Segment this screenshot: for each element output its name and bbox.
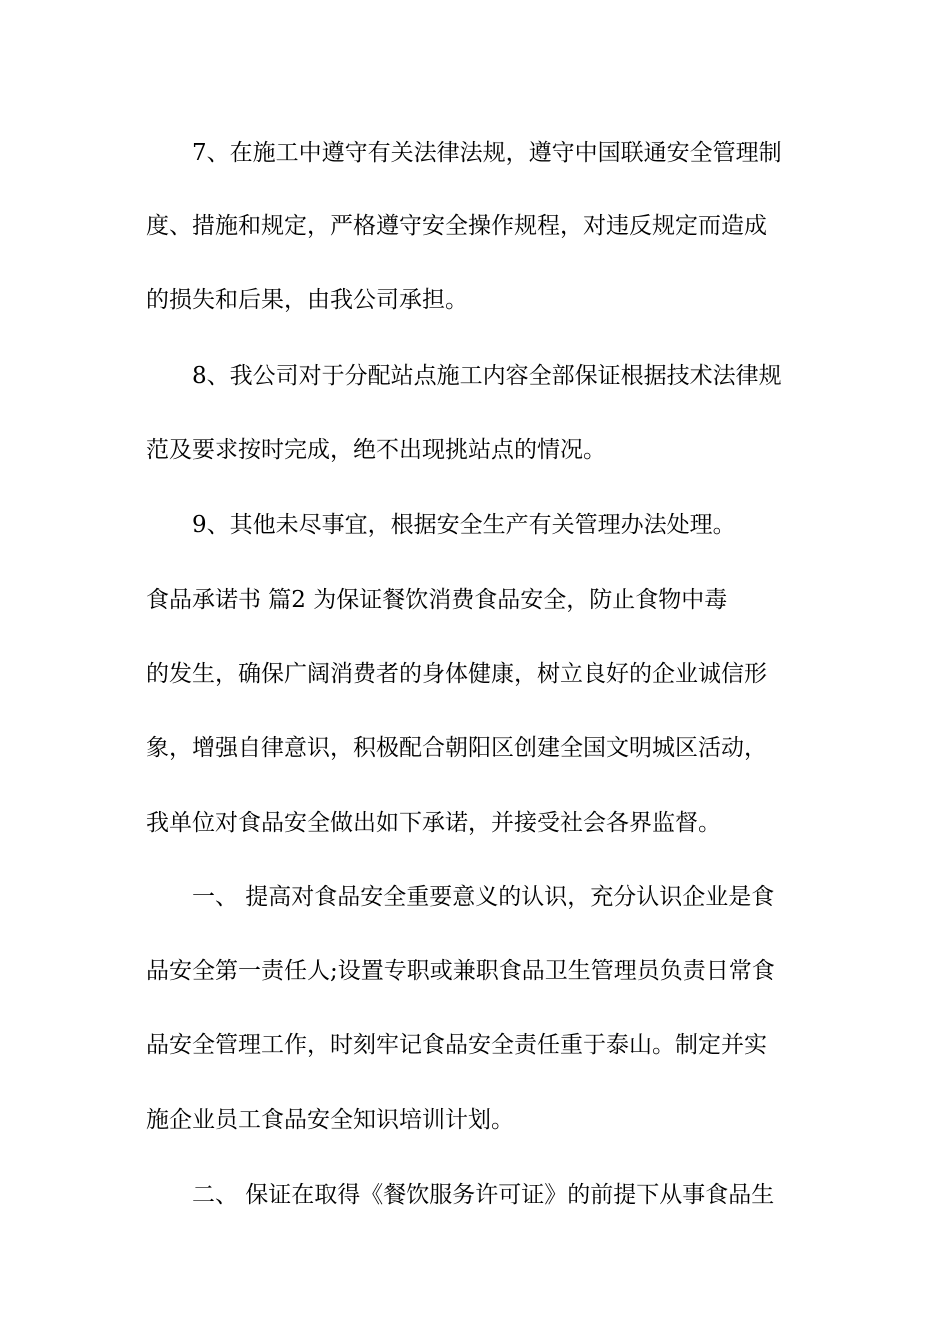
section-2-heading-line: 食品承诺书 篇2 为保证餐饮消费食品安全，防止食物中毒 <box>146 587 728 613</box>
item-1-line-1: 一、 提高对食品安全重要意义的认识，充分认识企业是食 <box>192 884 775 910</box>
item-2-line-1: 二、 保证在取得《餐饮服务许可证》的前提下从事食品生 <box>192 1182 775 1208</box>
paragraph-8-line-2: 范及要求按时完成，绝不出现挑站点的情况。 <box>146 437 606 463</box>
item-1-line-2: 品安全第一责任人;设置专职或兼职食品卫生管理员负责日常食 <box>146 958 775 984</box>
paragraph-7-line-3: 的损失和后果，由我公司承担。 <box>146 287 468 313</box>
paragraph-7-line-1: 7、在施工中遵守有关法律法规，遵守中国联通安全管理制 <box>192 140 782 166</box>
paragraph-8-line-1: 8、我公司对于分配站点施工内容全部保证根据技术法律规 <box>192 363 782 389</box>
intro-line-4: 我单位对食品安全做出如下承诺，并接受社会各界监督。 <box>146 810 721 836</box>
intro-line-3: 象，增强自律意识，积极配合朝阳区创建全国文明城区活动， <box>146 735 767 761</box>
paragraph-7-line-2: 度、措施和规定，严格遵守安全操作规程，对违反规定而造成 <box>146 213 767 239</box>
item-1-line-4: 施企业员工食品安全知识培训计划。 <box>146 1107 514 1133</box>
item-1-line-3: 品安全管理工作，时刻牢记食品安全责任重于泰山。制定并实 <box>146 1032 767 1058</box>
intro-line-2: 的发生，确保广阔消费者的身体健康，树立良好的企业诚信形 <box>146 661 767 687</box>
paragraph-9-line-1: 9、其他未尽事宜，根据安全生产有关管理办法处理。 <box>192 512 736 538</box>
